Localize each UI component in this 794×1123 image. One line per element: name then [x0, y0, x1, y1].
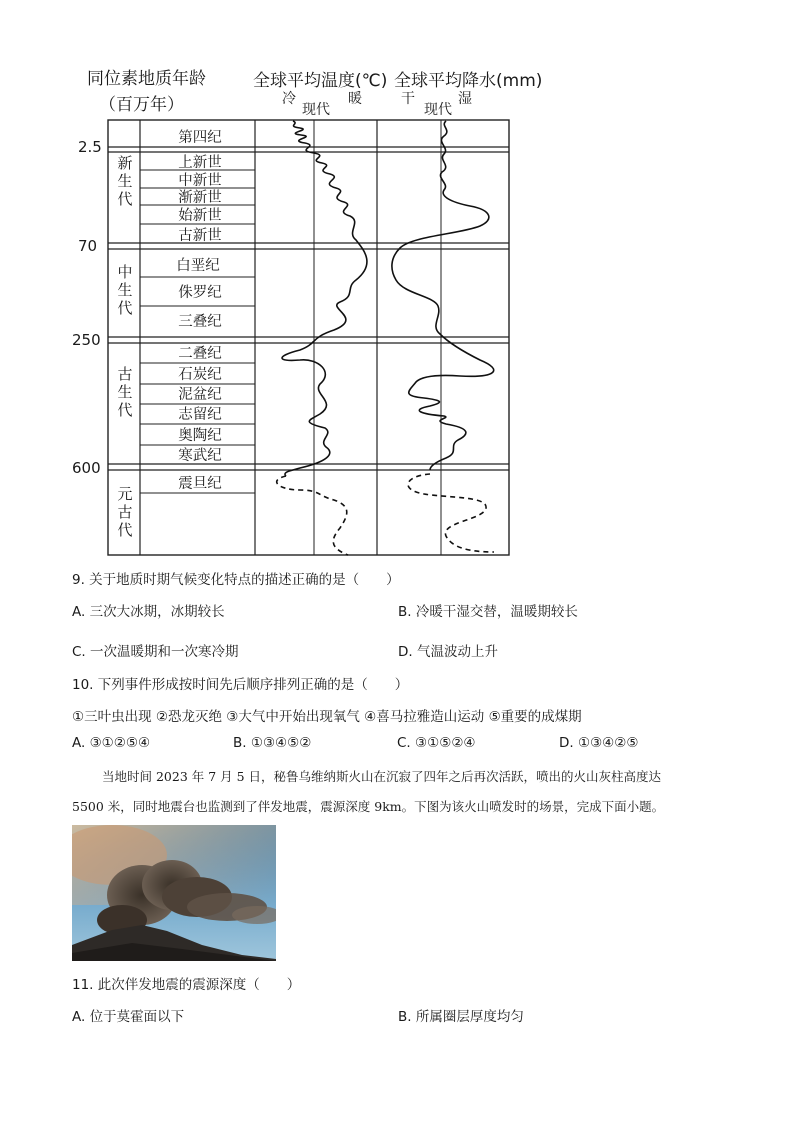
period-permian: 二叠纪: [178, 346, 222, 362]
temperature-curve: [282, 121, 367, 476]
era-paleozoic: 古生代: [117, 365, 133, 419]
period-pliocene: 上新世: [178, 155, 222, 171]
period-sinian: 震旦纪: [178, 476, 222, 492]
q10-option-b[interactable]: B. ①③④⑤②: [233, 735, 312, 751]
temp-modern-label: 现代: [302, 102, 330, 118]
q10-option-c[interactable]: C. ③①⑤②④: [397, 735, 476, 751]
period-cambrian: 寒武纪: [178, 448, 222, 464]
temp-cold-label: 冷: [282, 91, 296, 107]
age-label-2-5: 2.5: [78, 138, 102, 156]
period-triassic: 三叠纪: [178, 314, 222, 330]
q9-option-d[interactable]: D. 气温波动上升: [398, 644, 498, 660]
q9-option-c[interactable]: C. 一次温暖期和一次寒冷期: [72, 644, 239, 660]
period-quaternary: 第四纪: [178, 130, 222, 146]
age-label-250: 250: [72, 331, 101, 349]
temperature-curve-dashed: [277, 476, 348, 555]
period-labels: [176, 129, 222, 492]
period-paleocene: 古新世: [178, 228, 222, 244]
period-jurassic: 侏罗纪: [178, 285, 222, 301]
era-mesozoic: 中生代: [117, 263, 133, 317]
era-boundaries: [108, 147, 509, 470]
q10-option-d[interactable]: D. ①③④②⑤: [559, 735, 639, 751]
precipitation-header: 全球平均降水(mm): [394, 71, 543, 91]
passage-line-1: 当地时间 2023 年 7 月 5 日，秘鲁乌维纳斯火山在沉寂了四年之后再次活跃，喷出的火山灰柱高度达: [102, 769, 662, 784]
period-silurian: 志留纪: [178, 407, 222, 423]
precip-wet-label: 湿: [458, 91, 472, 107]
q10-option-a[interactable]: A. ③①②⑤④: [72, 735, 151, 751]
q11-stem: 11. 此次伴发地震的震源深度（ ）: [72, 977, 301, 993]
q10-events: ①三叶虫出现 ②恐龙灭绝 ③大气中开始出现氧气 ④喜马拉雅造山运动 ⑤重要的成煤期: [72, 709, 582, 725]
era-proterozoic: 元古代: [117, 485, 133, 539]
era-cenozoic: 新生代: [117, 154, 133, 208]
period-devonian: 泥盆纪: [178, 387, 222, 403]
temperature-header: 全球平均温度(℃): [253, 71, 388, 91]
temp-warm-label: 暖: [348, 91, 362, 107]
period-ordovician: 奥陶纪: [178, 428, 222, 444]
precipitation-curve: [392, 121, 494, 470]
age-label-600: 600: [72, 459, 101, 477]
volcano-eruption-photo: [72, 825, 276, 961]
period-eocene: 始新世: [178, 208, 222, 224]
period-oligocene: 渐新世: [178, 190, 222, 206]
q11-option-a[interactable]: A. 位于莫霍面以下: [72, 1009, 185, 1025]
age-header: 同位素地质年龄: [87, 69, 206, 89]
passage-line-2: 5500 米，同时地震台也监测到了伴发地震，震源深度 9km。下图为该火山喷发时的场景，完成下面小题。: [72, 799, 665, 814]
q10-stem: 10. 下列事件形成按时间先后顺序排列正确的是（ ）: [72, 677, 409, 693]
period-carboniferous: 石炭纪: [178, 367, 222, 383]
q9-stem: 9. 关于地质时期气候变化特点的描述正确的是（ ）: [72, 572, 400, 588]
q9-option-b[interactable]: B. 冷暖干湿交替，温暖期较长: [398, 604, 578, 620]
precip-dry-label: 干: [401, 91, 415, 107]
age-unit-header: （百万年）: [99, 95, 184, 115]
precip-modern-label: 现代: [424, 102, 452, 118]
period-miocene: 中新世: [178, 173, 222, 189]
q9-option-a[interactable]: A. 三次大冰期，冰期较长: [72, 604, 225, 620]
precipitation-curve-dashed: [408, 474, 494, 552]
q11-option-b[interactable]: B. 所属圈层厚度均匀: [398, 1009, 524, 1025]
age-label-70: 70: [78, 237, 98, 255]
period-cretaceous: 白垩纪: [176, 258, 220, 274]
